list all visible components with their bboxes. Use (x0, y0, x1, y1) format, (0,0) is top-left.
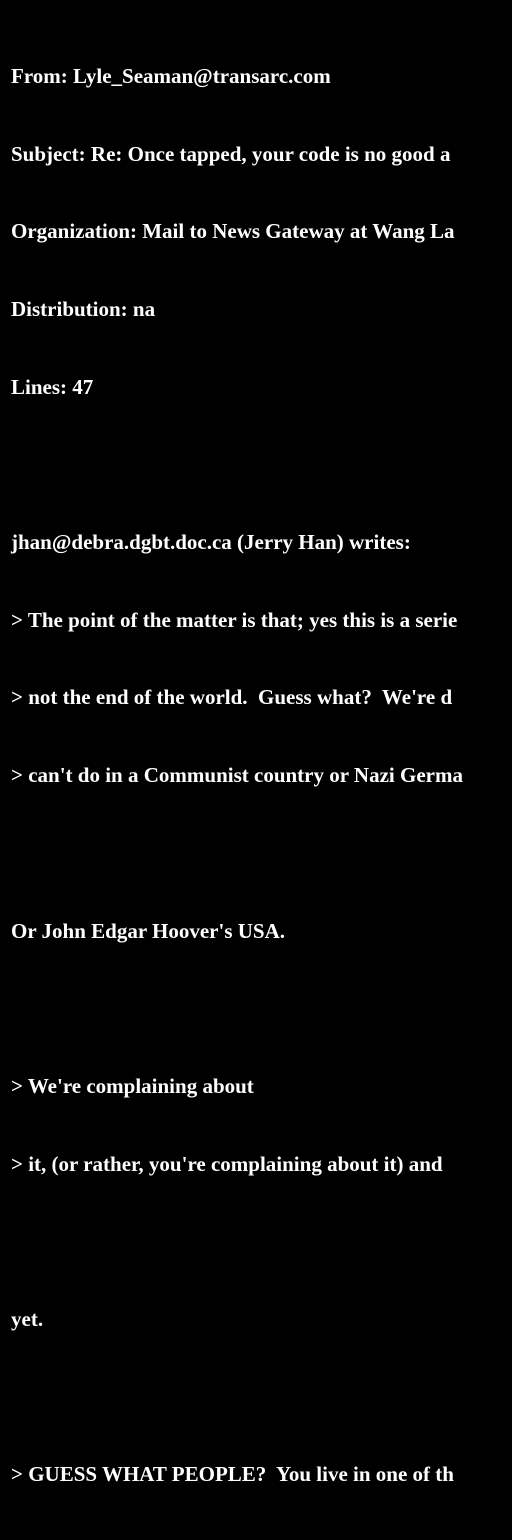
reply-line: yet. (11, 1307, 44, 1332)
reply-line: Or John Edgar Hoover's USA. (11, 918, 286, 943)
quoted-line: > The point of the matter is that; yes this is a serie (11, 607, 458, 632)
quoted-line: > We're complaining about (11, 1073, 254, 1098)
header-subject: Subject: Re: Once tapped, your code is no good a (11, 141, 451, 166)
blank-line (11, 452, 463, 478)
quoted-line: > can't do in a Communist country or Nazi Germa (11, 763, 463, 788)
attribution-line: jhan@debra.dgbt.doc.ca (Jerry Han) writes: (11, 530, 411, 555)
blank-line (11, 1229, 463, 1255)
header-distribution: Distribution: na (11, 296, 156, 321)
blank-line (11, 841, 463, 867)
header-organization: Organization: Mail to News Gateway at Wang La (11, 219, 455, 244)
quoted-line: > not the end of the world. Guess what? We're d (11, 685, 453, 710)
blank-line (11, 996, 463, 1022)
quoted-line: > GUESS WHAT PEOPLE? You live in one of th (11, 1462, 454, 1487)
blank-line (11, 1385, 463, 1411)
header-from: From: Lyle_Seaman@transarc.com (11, 63, 331, 88)
header-lines: Lines: 47 (11, 374, 94, 399)
message-text (11, 12, 463, 1540)
quoted-line: > it, (or rather, you're complaining about it) and (11, 1151, 448, 1176)
